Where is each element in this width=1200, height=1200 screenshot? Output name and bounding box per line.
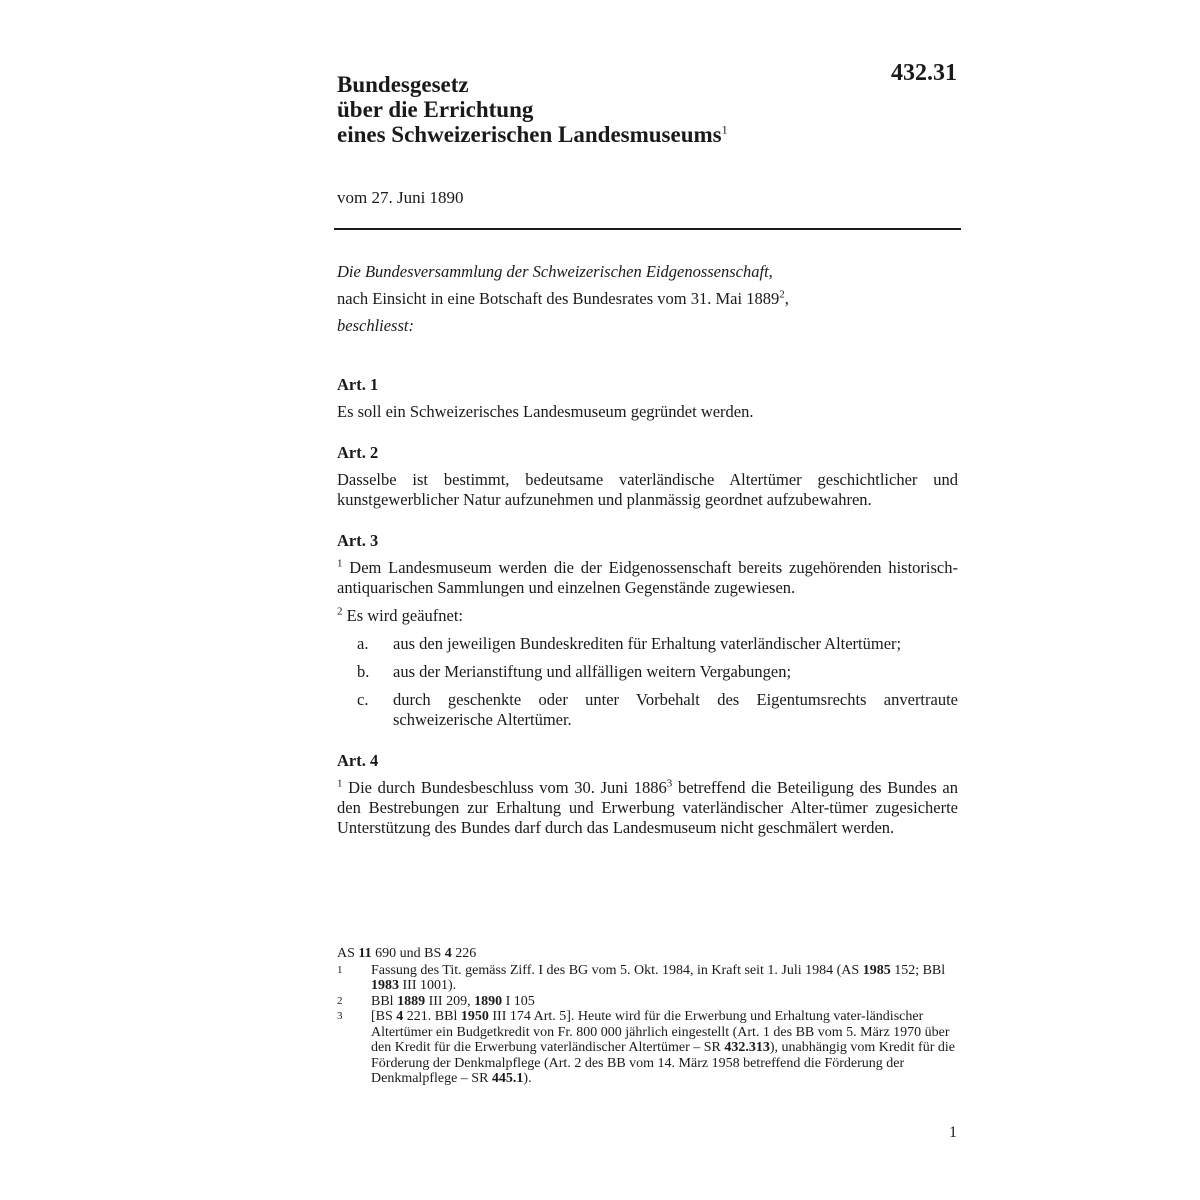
paragraph-text: Es wird geäufnet: (346, 606, 464, 625)
citation-bold: 11 (358, 946, 372, 961)
footnote-bold: 432.313 (724, 1040, 770, 1055)
footnote-segment: III 174 Art. 5]. Heute wird für die Erwerbung und Erhaltung vater-ländischer Altertümer ein Budgetkredit von Fr. 800 000 jährlich eingestellt (Art. 1 des BB vom 5. März 1970 über den Kredit für die Erwerbung vaterländischer Altertümer – SR (371, 1009, 950, 1055)
list-letter: a. (357, 634, 369, 653)
paragraph-text-cont: betreffend die Beteiligung des Bundes an den Bestrebungen zur Erhaltung und Erwerbung vaterländischer Alter-tümer zugesicherte Unterstützung des Bundes darf durch das Landesmuseum nicht geschmälert werden. (337, 778, 958, 837)
enactment-date: vom 27. Juni 1890 (337, 188, 464, 207)
articles (337, 374, 958, 858)
paragraph-text: Die durch Bundesbeschluss vom 30. Juni 1886 (348, 778, 667, 797)
title-line: Bundesgesetz (337, 72, 469, 97)
footnote-bold: 1889 (397, 993, 426, 1009)
law-title (337, 72, 897, 147)
footnote-segment: ), unabhängig vom Kredit für die Förderung der Denkmalpflege (Art. 2 des BB vom 14. März 1958 betreffend die Förderung der Denkmalpflege – SR (371, 1040, 955, 1086)
title-line (337, 122, 897, 147)
list-item (337, 634, 958, 654)
footnote-bold: 1890 (474, 993, 503, 1009)
footnote-bold: 445.1 (491, 1071, 524, 1086)
footnote-segment: I 105 (502, 993, 535, 1009)
sr-number: 432.31 (891, 60, 957, 86)
article-3 (337, 530, 958, 730)
footnote-1 (337, 963, 959, 994)
title-line: über die Errichtung (337, 97, 534, 122)
article-heading: Art. 3 (337, 531, 379, 550)
paragraph-number: 2 (337, 605, 343, 618)
page-number: 1 (949, 1124, 957, 1141)
article-heading: Art. 4 (337, 751, 379, 770)
footnote-text (371, 1009, 959, 1087)
footnote-segment: III 1001). (399, 978, 457, 993)
article-heading: Art. 2 (337, 443, 379, 462)
list-text: aus der Merianstiftung und allfälligen weitern Vergabungen; (393, 662, 792, 681)
footnote-bold: 1985 (862, 962, 891, 978)
citation-bold: 4 (444, 946, 452, 961)
footnote-bold: 1983 (371, 978, 399, 993)
preamble-basis-text: nach Einsicht in eine Botschaft des Bundesrates vom 31. Mai 1889 (337, 289, 780, 308)
footnote-3 (337, 1009, 959, 1087)
paragraph-number: 1 (337, 777, 343, 790)
list-item (337, 690, 958, 730)
article-4 (337, 750, 958, 838)
list-text: aus den jeweiligen Bundeskrediten für Erhaltung vaterländischer Altertümer; (393, 634, 902, 653)
footnote-ref[interactable]: 3 (666, 777, 673, 790)
footnote-segment: ). (523, 1071, 532, 1086)
list-letter: b. (357, 662, 370, 681)
footnote-segment: BBl (371, 993, 398, 1009)
preamble-basis-punct: , (784, 289, 789, 308)
footnote-segment: 221. BBl (403, 1009, 461, 1024)
source-citation (337, 946, 959, 962)
footnote-number: 1 (337, 963, 343, 976)
article-1 (337, 374, 958, 422)
footnote-text (371, 963, 959, 994)
article-2 (337, 442, 958, 510)
preamble-resolves: beschliesst: (337, 316, 414, 335)
footnotes (337, 946, 959, 1087)
preamble-footnote-ref[interactable]: 2 (779, 288, 785, 301)
paragraph-text: Dem Landesmuseum werden die der Eidgenossenschaft bereits zugehörenden historisch-antiquarischen Sammlungen und einzelnen Gegenstände zugewiesen. (337, 558, 958, 597)
enumeration-list (337, 634, 958, 730)
paragraph-1 (337, 778, 958, 838)
article-text: Es soll ein Schweizerisches Landesmuseum gegründet werden. (337, 402, 754, 421)
list-letter: c. (357, 690, 369, 709)
preamble (337, 258, 957, 339)
footnote-2 (337, 994, 959, 1010)
citation-text: 690 und BS (371, 946, 445, 961)
header-divider (334, 228, 961, 230)
footnote-bold: 1950 (460, 1009, 489, 1024)
citation-text: AS (337, 946, 359, 961)
footnote-bold: 4 (396, 1009, 404, 1024)
list-text: durch geschenkte oder unter Vorbehalt des Eigentumsrechts anvertraute schweizerische Altertümer. (393, 690, 958, 729)
footnote-text (371, 994, 959, 1010)
paragraph-number: 1 (337, 557, 343, 570)
preamble-basis (337, 285, 957, 312)
footnote-segment: Fassung des Tit. gemäss Ziff. I des BG vom 5. Okt. 1984, in Kraft seit 1. Juli 1984 (AS (371, 962, 863, 978)
footnote-number: 2 (337, 994, 343, 1007)
citation-text: 226 (451, 946, 477, 961)
footnote-number: 3 (337, 1010, 343, 1022)
footnote-segment: III 209, (425, 993, 475, 1009)
article-text: Dasselbe ist bestimmt, bedeutsame vaterländische Altertümer geschichtlicher und kunstgewerblicher Natur aufzunehmen und planmässig geordnet aufzubewahren. (337, 470, 958, 509)
preamble-authority: Die Bundesversammlung der Schweizerischen Eidgenossenschaft, (337, 262, 773, 281)
list-item (337, 662, 958, 682)
title-line-text: eines Schweizerischen Landesmuseums (337, 122, 722, 147)
footnote-segment: [BS (371, 1009, 397, 1024)
article-heading: Art. 1 (337, 375, 379, 394)
paragraph-2 (337, 606, 958, 626)
footnote-segment: 152; BBl (890, 962, 946, 978)
title-footnote-ref[interactable]: 1 (721, 122, 728, 137)
paragraph-1 (337, 558, 958, 598)
